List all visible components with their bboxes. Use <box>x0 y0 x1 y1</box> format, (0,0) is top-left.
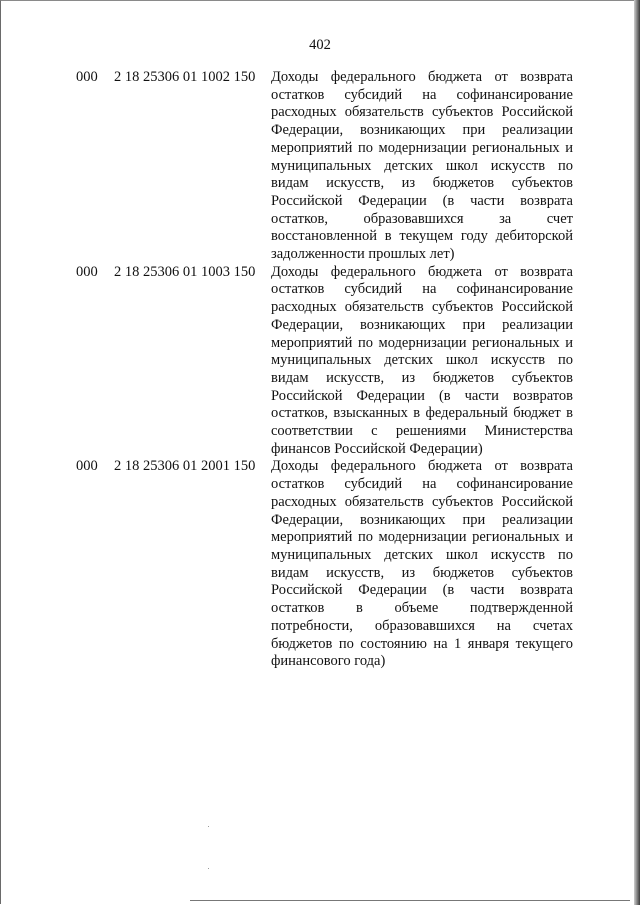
budget-classification-code: 2 18 25306 01 2001 150 <box>114 458 256 475</box>
budget-code-list <box>76 69 576 671</box>
admin-code: 000 <box>76 69 98 85</box>
admin-code: 000 <box>76 458 98 475</box>
entry-description: Доходы федерального бюджета от возврата остатков субсидий на софинансирование расходных обязательств субъектов Российской Федерации, возникающих при реализации мероприятий по модернизации региональных и муниципальных детских школ искусств по видам искусств, из бюджетов субъектов Российской Федерации (в части возвратов остатков, взысканных в федеральный бюджет в соответствии с решениями Министерства финансов Российской Федерации) <box>271 263 573 457</box>
budget-entry <box>76 458 576 670</box>
scan-bottom-line <box>190 900 630 901</box>
scan-speck <box>208 826 209 827</box>
scan-edge-shadow <box>634 0 640 905</box>
entry-description: Доходы федерального бюджета от возврата остатков субсидий на софинансирование расходных обязательств субъектов Российской Федерации, возникающих при реализации мероприятий по модернизации региональных и муниципальных детских школ искусств по видам искусств, из бюджетов субъектов Российской Федерации (в части возврата остатков в объеме подтвержденной потребности, образовавшихся на счетах бюджетов по состоянию на 1 января текущего финансового года) <box>271 458 573 670</box>
budget-classification-code: 2 18 25306 01 1003 150 <box>114 263 256 280</box>
budget-entry <box>76 69 576 264</box>
admin-code: 000 <box>76 263 98 280</box>
entry-description: Доходы федерального бюджета от возврата остатков субсидий на софинансирование расходных обязательств субъектов Российской Федерации, возникающих при реализации мероприятий по модернизации региональных и муниципальных детских школ искусств по видам искусств, из бюджетов субъектов Российской Федерации (в части возврата остатков, образовавшихся за счет восстановленной в текущем году дебиторской задолженности прошлых лет) <box>271 69 573 263</box>
budget-classification-code: 2 18 25306 01 1002 150 <box>114 69 256 85</box>
budget-entry <box>76 264 576 459</box>
scan-speck <box>208 868 209 869</box>
page-number: 402 <box>309 37 331 53</box>
